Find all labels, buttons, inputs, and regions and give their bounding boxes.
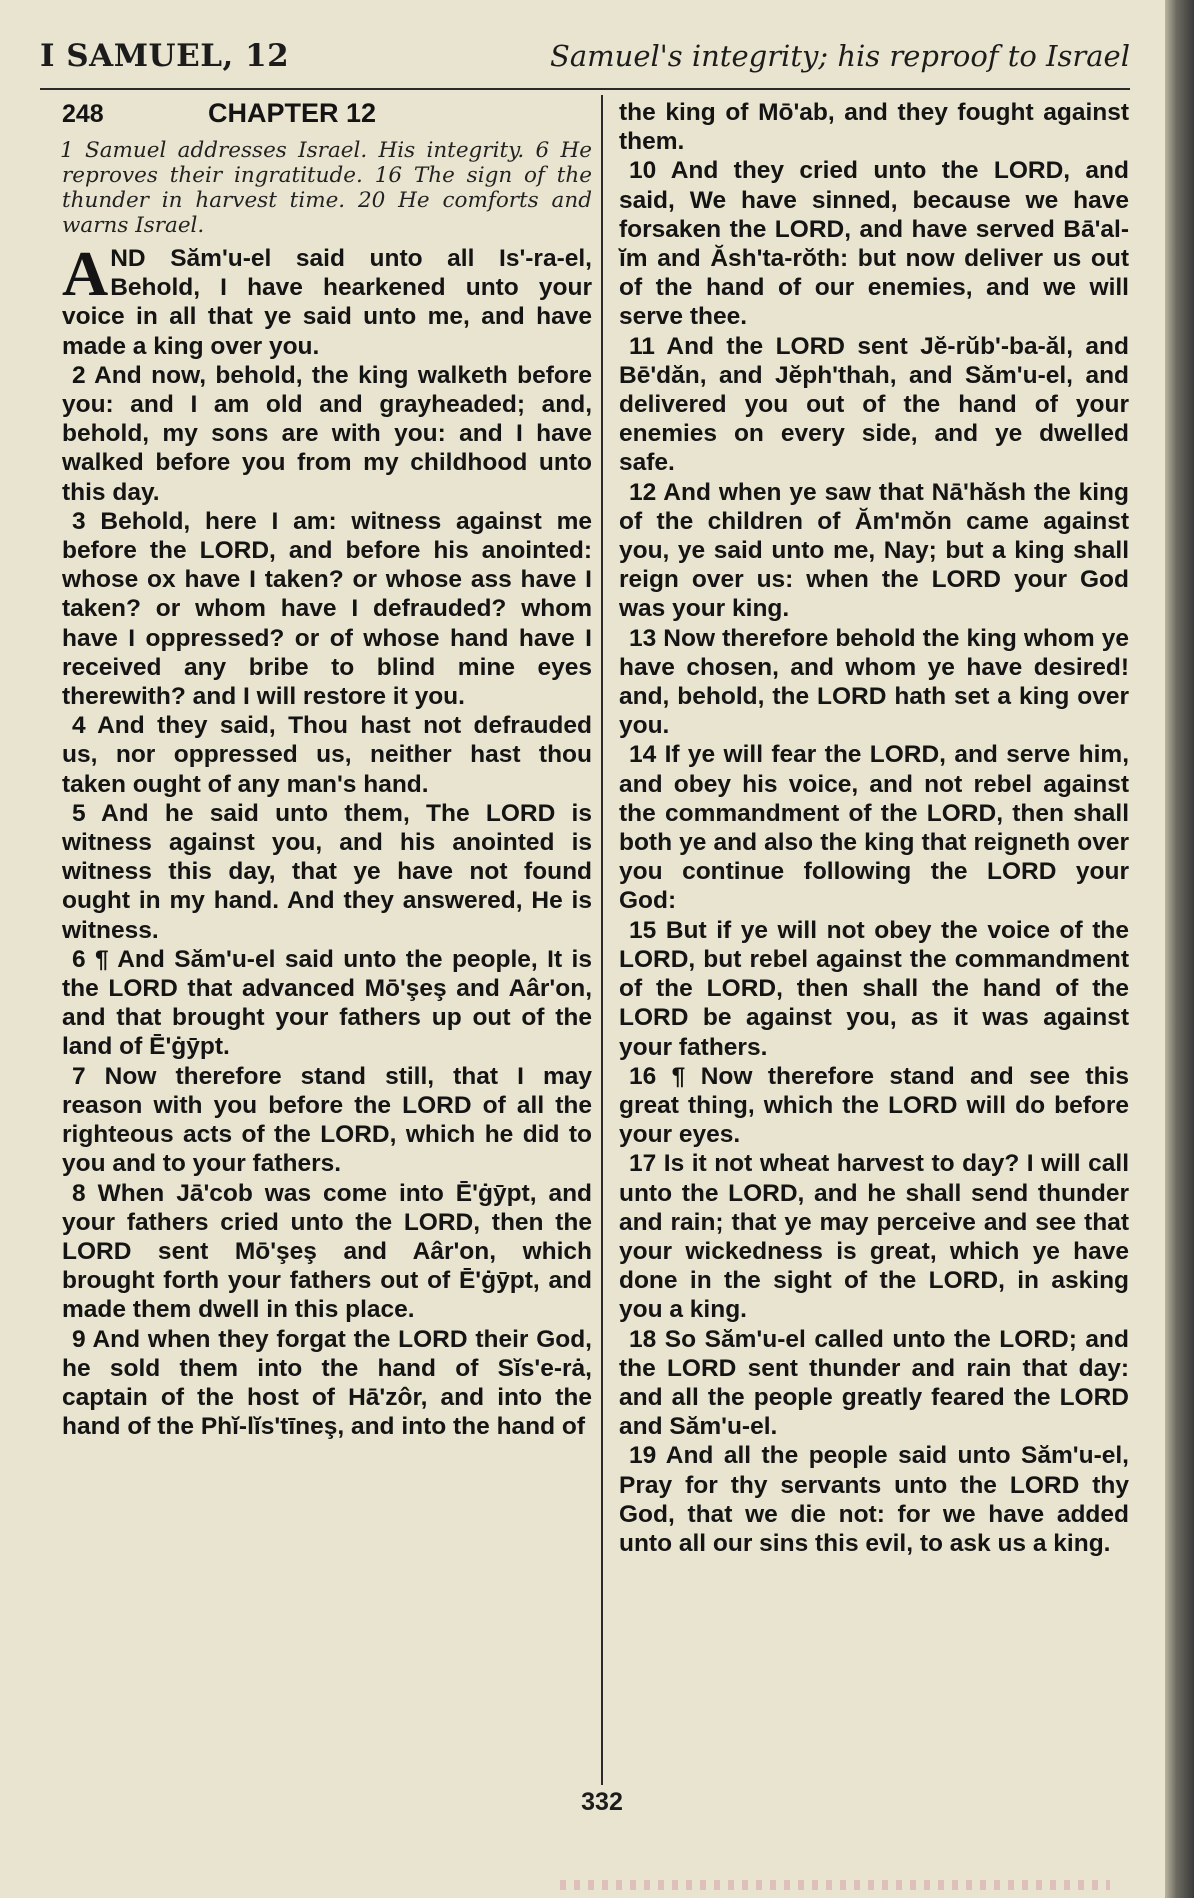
verse-5: 5 And he said unto them, The LORD is witness against you, and his anointed is witness this day, that ye have not found ought in my hand. And they answered, He is witness. [62, 799, 592, 944]
verse-12: 12 And when ye saw that Nā'hăsh the king of the children of Ăm'mŏn came against you, ye said unto me, Nay; but a king shall reign over us: when the LORD your God was your king. [619, 478, 1129, 623]
page-edge-stain [560, 1880, 1110, 1890]
verse-9-continued: the king of Mō'ab, and they fought against them. [619, 99, 1129, 156]
verse-15: 15 But if ye will not obey the voice of the LORD, but rebel against the commandment of the LORD, then shall the hand of the LORD be against you, as it was against your fathers. [619, 916, 1129, 1061]
left-column [62, 98, 592, 1441]
verse-4: 4 And they said, Thou hast not defrauded us, nor oppressed us, neither hast thou taken ought of any man's hand. [62, 712, 592, 798]
verse-10: 10 And they cried unto the LORD, and said, We have sinned, because we have forsaken the LORD, and have served Bā'al-ĭm and Ăsh'ta-rŏth: but now deliver us out of the hand of our enemies, and we will serve thee. [619, 157, 1129, 331]
verse-14: 14 If ye will fear the LORD, and serve him, and obey his voice, and not rebel against the commandment of the LORD, then shall both ye and also the king that reigneth over you continue following the LORD your God: [619, 741, 1129, 915]
verse-8: 8 When Jā'cob was come into Ē'ġȳpt, and your fathers cried unto the LORD, then the LORD sent Mō'şeş and Aâr'on, which brought forth your fathers out of Ē'ġȳpt, and made them dwell in this place. [62, 1179, 592, 1324]
verse-text: ND Săm'u-el said unto all Is'-ra-el, Behold, I have hearkened unto your voice in all that ye said unto me, and have made a king over you. [62, 245, 592, 360]
verse-17: 17 Is it not wheat harvest to day? I will call unto the LORD, and he shall send thunder and rain; that ye may perceive and see that your wickedness is great, which ye have done in the sight of the LORD, in asking you a king. [619, 1150, 1129, 1324]
book-spine-shadow [1165, 0, 1194, 1898]
verse-13: 13 Now therefore behold the king whom ye have chosen, and whom ye have desired! and, behold, the LORD hath set a king over you. [619, 624, 1129, 740]
chapter-number-label: 248 [62, 100, 104, 128]
verse-2: 2 And now, behold, the king walketh before you: and I am old and grayheaded; and, behold, my sons are with you: and I have walked before you from my childhood unto this day. [62, 361, 592, 506]
verse-16: 16 ¶ Now therefore stand and see this great thing, which the LORD will do before your eyes. [619, 1062, 1129, 1149]
verse-19: 19 And all the people said unto Săm'u-el, Pray for thy servants unto the LORD thy God, that we die not: for we have added unto all our sins this evil, to ask us a king. [619, 1442, 1129, 1557]
running-head [40, 38, 1130, 90]
chapter-title: CHAPTER 12 [208, 98, 377, 128]
verse-7: 7 Now therefore stand still, that I may reason with you before the LORD of all the righteous acts of the LORD, which he did to you and to your fathers. [62, 1062, 592, 1178]
chapter-heading [62, 98, 592, 136]
page-number: 332 [581, 1788, 623, 1816]
verse-3: 3 Behold, here I am: witness against me before the LORD, and before his anointed: whose ox have I taken? or whose ass have I taken? or whom have I defrauded? whom have I oppressed? or of whose hand have I received any bribe to blind mine eyes therewith? and I will restore it you. [62, 507, 592, 711]
drop-cap: A [62, 238, 109, 309]
verse-11: 11 And the LORD sent Jĕ-rŭb'-ba-ăl, and Bē'dăn, and Jĕph'thah, and Săm'u-el, and delivered you out of the hand of your enemies on every side, and ye dwelled safe. [619, 332, 1129, 477]
column-divider [601, 95, 603, 1785]
verse-6: 6 ¶ And Săm'u-el said unto the people, It is the LORD that advanced Mō'şeş and Aâr'on, and that brought your fathers up out of the land of Ē'ġȳpt. [62, 945, 592, 1061]
book-chapter-heading: I SAMUEL, 12 [40, 38, 290, 74]
right-column [619, 98, 1129, 1558]
verse-1 [62, 238, 592, 361]
page-topic-heading: Samuel's integrity; his reproof to Israel [550, 39, 1130, 73]
chapter-summary: 1 Samuel addresses Israel. His integrity. 6 He reproves their ingratitude. 16 The sign of the thunder in harvest time. 20 He comforts and warns Israel. [60, 138, 592, 238]
verse-18: 18 So Săm'u-el called unto the LORD; and the LORD sent thunder and rain that day: and all the people greatly feared the LORD and Săm'u-el. [619, 1325, 1129, 1441]
verse-9: 9 And when they forgat the LORD their God, he sold them into the hand of Sĭs'e-rȧ, captain of the host of Hā'zôr, and into the hand of the Phĭ-lĭs'tīneş, and into the hand of [62, 1325, 592, 1441]
